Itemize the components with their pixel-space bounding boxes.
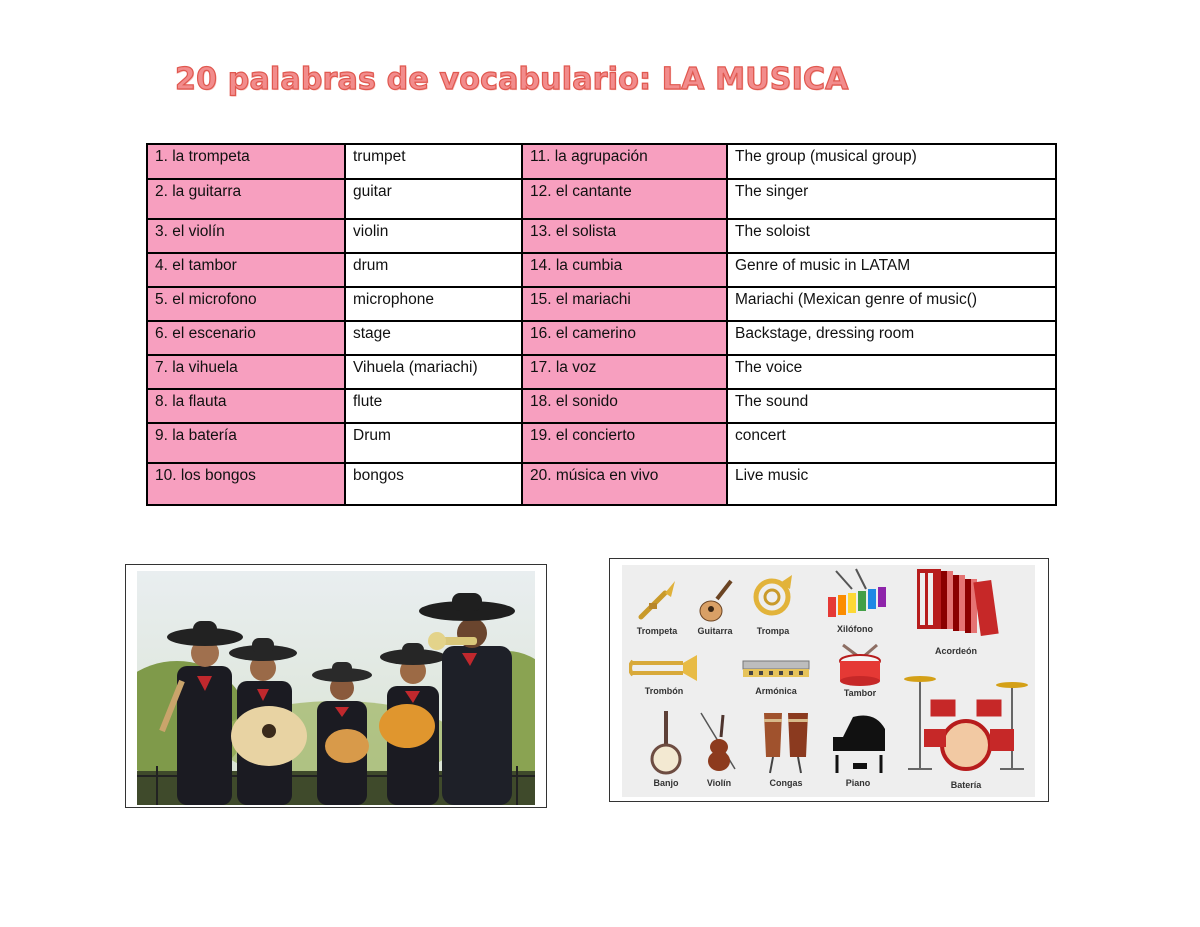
instrument-armonica: Armónica	[735, 655, 817, 696]
english-cell: Genre of music in LATAM	[727, 253, 1056, 287]
table-row	[147, 389, 1056, 423]
trumpet-icon	[635, 577, 679, 625]
spanish-cell: 9. la batería	[147, 423, 345, 463]
english-cell: flute	[345, 389, 522, 423]
spanish-cell: 11. la agrupación	[522, 144, 727, 179]
english-cell: trumpet	[345, 144, 522, 179]
spanish-cell: 18. el sonido	[522, 389, 727, 423]
spanish-cell: 16. el camerino	[522, 321, 727, 355]
table-row	[147, 253, 1056, 287]
english-cell: The group (musical group)	[727, 144, 1056, 179]
table-row	[147, 355, 1056, 389]
instrument-acordeon: Acordeón	[910, 565, 1002, 656]
mariachi-photo	[125, 564, 547, 808]
english-cell: Drum	[345, 423, 522, 463]
mariachi-band-image	[137, 571, 535, 805]
instrument-xilofono: Xilófono	[820, 567, 890, 634]
spanish-cell: 17. la voz	[522, 355, 727, 389]
english-cell: drum	[345, 253, 522, 287]
instruments-chart	[609, 558, 1049, 802]
spanish-cell: 13. el solista	[522, 219, 727, 253]
table-row	[147, 463, 1056, 505]
english-cell: concert	[727, 423, 1056, 463]
instrument-congas: Congas	[756, 707, 816, 788]
instrument-trombon: Trombón	[628, 651, 700, 696]
english-cell: guitar	[345, 179, 522, 219]
spanish-cell: 20. música en vivo	[522, 463, 727, 505]
instrument-trompeta: Trompeta	[632, 577, 682, 636]
piano-icon	[823, 707, 893, 777]
spanish-cell: 1. la trompeta	[147, 144, 345, 179]
table-row	[147, 179, 1056, 219]
spanish-cell: 19. el concierto	[522, 423, 727, 463]
english-cell: The soloist	[727, 219, 1056, 253]
congas-icon	[758, 707, 814, 777]
page-title: 20 palabras de vocabulario: LA MUSICA	[175, 62, 849, 97]
spanish-cell: 3. el violín	[147, 219, 345, 253]
table-row	[147, 219, 1056, 253]
accordion-icon	[911, 565, 1001, 645]
english-cell: The voice	[727, 355, 1056, 389]
english-cell: Mariachi (Mexican genre of music()	[727, 287, 1056, 321]
table-row	[147, 321, 1056, 355]
harmonica-icon	[737, 655, 815, 685]
spanish-cell: 8. la flauta	[147, 389, 345, 423]
instrument-trompa: Trompa	[748, 573, 798, 636]
english-cell: Backstage, dressing room	[727, 321, 1056, 355]
trombone-icon	[629, 651, 699, 685]
spanish-cell: 14. la cumbia	[522, 253, 727, 287]
table-row	[147, 287, 1056, 321]
banjo-icon	[646, 709, 686, 777]
drum-icon	[833, 641, 887, 687]
spanish-cell: 15. el mariachi	[522, 287, 727, 321]
english-cell: microphone	[345, 287, 522, 321]
french-horn-icon	[750, 573, 796, 625]
spanish-cell: 12. el cantante	[522, 179, 727, 219]
drum-kit-icon	[904, 669, 1028, 779]
instrument-violin: Violín	[696, 709, 742, 788]
english-cell: violin	[345, 219, 522, 253]
spanish-cell: 6. el escenario	[147, 321, 345, 355]
english-cell: stage	[345, 321, 522, 355]
instrument-tambor: Tambor	[832, 641, 888, 698]
english-cell: Live music	[727, 463, 1056, 505]
instrument-piano: Piano	[822, 707, 894, 788]
spanish-cell: 2. la guitarra	[147, 179, 345, 219]
spanish-cell: 10. los bongos	[147, 463, 345, 505]
english-cell: Vihuela (mariachi)	[345, 355, 522, 389]
english-cell: The singer	[727, 179, 1056, 219]
instrument-bateria: Batería	[902, 669, 1030, 790]
spanish-cell: 4. el tambor	[147, 253, 345, 287]
instrument-guitarra: Guitarra	[690, 577, 740, 636]
spanish-cell: 5. el microfono	[147, 287, 345, 321]
vocabulary-table	[146, 143, 1057, 506]
table-row	[147, 423, 1056, 463]
guitar-icon	[693, 577, 737, 625]
spanish-cell: 7. la vihuela	[147, 355, 345, 389]
table-row	[147, 144, 1056, 179]
english-cell: The sound	[727, 389, 1056, 423]
violin-icon	[697, 709, 741, 777]
english-cell: bongos	[345, 463, 522, 505]
instrument-banjo: Banjo	[644, 709, 688, 788]
xylophone-icon	[822, 567, 888, 623]
